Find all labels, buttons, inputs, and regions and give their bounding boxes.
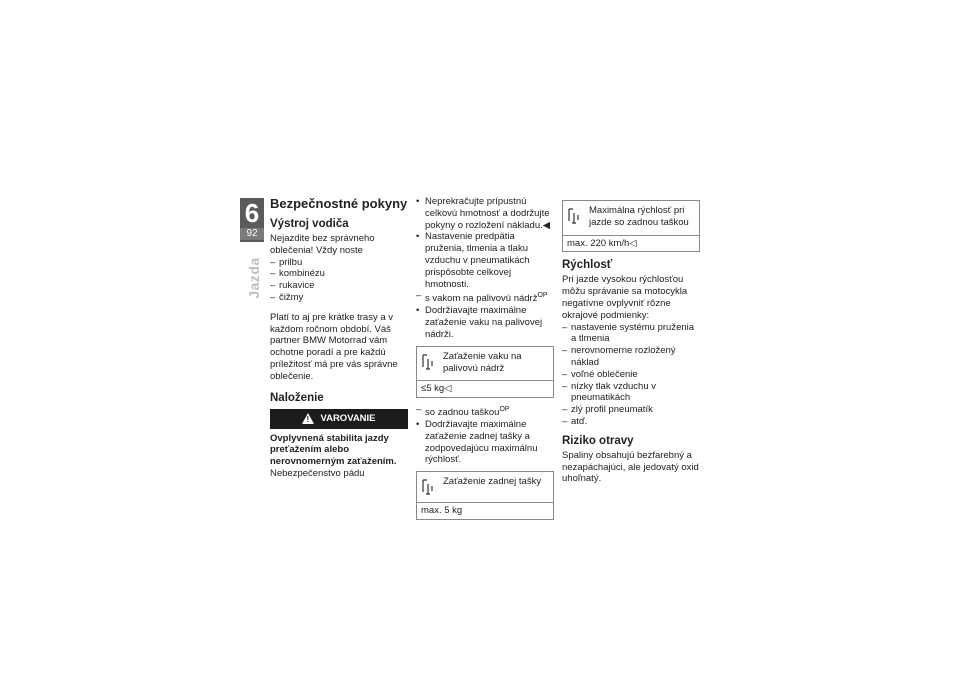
section-title: Bezpečnostné pokyny (270, 196, 408, 211)
spec-value: ≤5 kg◁ (421, 383, 452, 395)
warning-icon (302, 413, 314, 424)
list-item: – zlý profil pneumatík (562, 404, 700, 416)
gear-list (270, 257, 408, 304)
list-item-text: so zadnou taškou (425, 407, 500, 419)
list-item (416, 290, 554, 305)
poison-text: Spaliny obsahujú bezfarebný a nezapáchajúci, ale jedovatý oxid uhoľnatý. (562, 449, 699, 485)
spec-value: max. 220 km/h◁ (567, 237, 637, 249)
list-item (416, 196, 554, 231)
speed-list (562, 322, 700, 428)
speed-heading: Rýchlosť (562, 259, 613, 272)
load-list-2 (416, 404, 554, 466)
list-item: – nerovnomerne rozložený náklad (562, 345, 700, 369)
spec-box-topcase (416, 471, 554, 520)
warning-heading: Ovplyvnená stabilita jazdy preťažením alebo nerovnomerným zaťažením. (270, 432, 397, 468)
page-number: 92 (240, 228, 264, 240)
list-item (416, 404, 554, 419)
load-list (416, 196, 554, 341)
list-item-text: Neprekračujte prípustnú celkovú hmotnosť a dodržujte pokyny o rozložení nákladu. (425, 196, 550, 231)
spec-value: max. 5 kg (421, 505, 463, 517)
list-item: – atď. (562, 416, 700, 428)
poison-heading: Riziko otravy (562, 434, 634, 447)
warning-label: VAROVANIE (320, 412, 376, 424)
column-3 (562, 196, 700, 493)
option-sup: OP (537, 292, 548, 300)
list-item: • Dodržiavajte maximálne zaťaženie vaku na palivovej nádrži. (416, 305, 554, 340)
list-item-text: s vakom na palivovú nádrž (425, 293, 538, 305)
option-sup: OP (499, 406, 510, 414)
list-item: – čižmy (270, 292, 408, 304)
list-item: – voľné oblečenie (562, 369, 700, 381)
spec-label: Zaťaženie zadnej tašky (443, 476, 542, 488)
speed-icon (567, 207, 581, 225)
speed-intro: Pri jazde vysokou rýchlosťou môžu správanie sa motocykla negatívne ovplyvniť rôzne okrajové podmienky: (562, 274, 688, 321)
weight-icon (421, 353, 435, 371)
column-1 (270, 196, 408, 488)
spec-box-speed (562, 200, 700, 252)
gear-heading: Výstroj vodiča (270, 218, 349, 230)
chapter-number: 6 (244, 198, 260, 228)
list-item: – nastavenie systému pruženia a tlmenia (562, 322, 700, 346)
list-item: – rukavice (270, 280, 408, 292)
chapter-badge (240, 198, 264, 242)
chapter-side-label: Jazda (246, 257, 262, 299)
list-item: • Nastavenie predpätia pruženia, tlmenia a tlaku vzduchu v pneumatikách prispôsobte celkovej hmotnosti. (416, 231, 554, 290)
end-mark-icon: ◀ (542, 219, 551, 231)
list-item: – nízky tlak vzduchu v pneumatikách (562, 381, 700, 405)
list-item: – prilbu (270, 257, 408, 269)
spec-box-tankbag (416, 346, 554, 398)
list-item: – kombinézu (270, 268, 408, 280)
list-item: • Dodržiavajte maximálne zaťaženie zadnej tašky a zodpovedajúcu maximálnu rýchlosť. (416, 419, 554, 466)
warning-text: Nebezpečenstvo pádu (270, 467, 365, 479)
weight-icon (421, 478, 435, 496)
gear-intro: Nejazdite bez správneho oblečenia! Vždy noste (270, 233, 375, 256)
column-2 (416, 196, 554, 526)
warning-banner (270, 409, 408, 429)
gear-note: Platí to aj pre krátke trasy a v každom ročnom období. Váš partner BMW Motorrad vám ochotne poradí a pre každú príležitosť má pre vás správne oblečenie. (270, 311, 398, 382)
spec-label: Zaťaženie vaku na palivovú nádrž (443, 350, 522, 374)
spec-label: Maximálna rýchlosť pri jazde so zadnou taškou (589, 205, 689, 228)
load-heading: Naloženie (270, 391, 324, 404)
